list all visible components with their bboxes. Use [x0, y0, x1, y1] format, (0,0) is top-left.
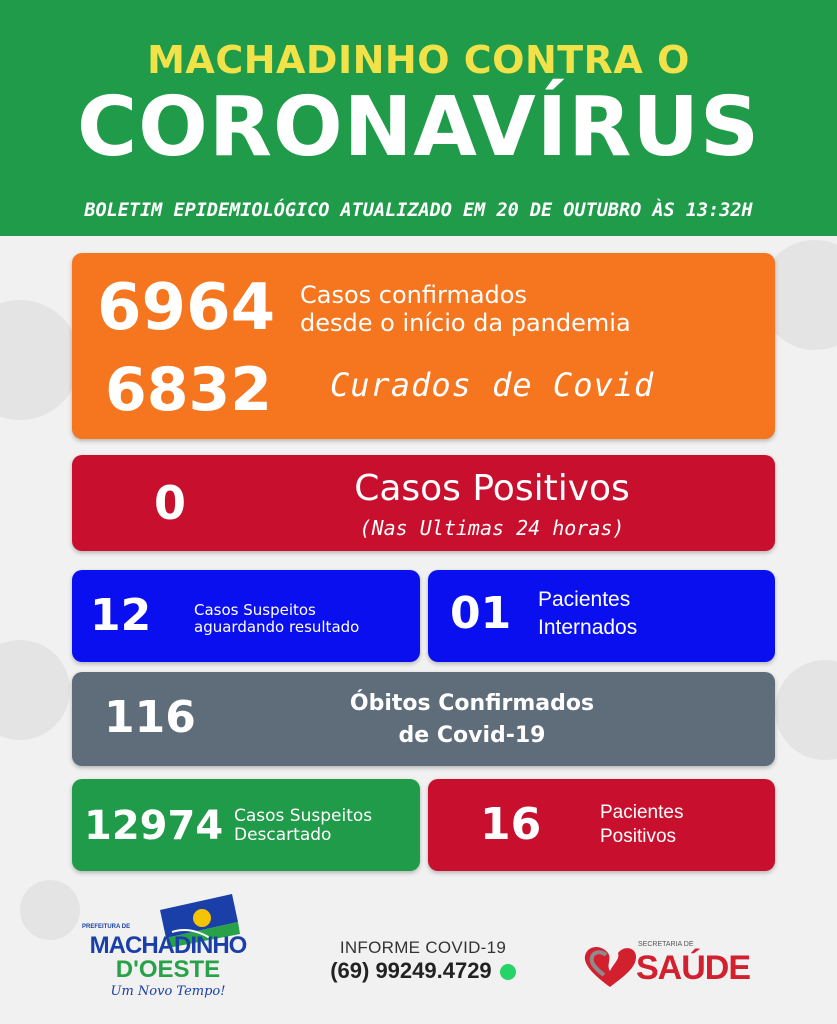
positive-patients-label — [600, 801, 683, 849]
suspected-count: 12 — [90, 590, 152, 641]
hospitalized-card — [428, 570, 775, 662]
hospitalized-label — [538, 586, 637, 642]
positive-patients-label-line2: Positivos — [600, 826, 677, 847]
informe-phone-row — [318, 958, 528, 984]
positive-24h-count: 0 — [154, 476, 187, 530]
deaths-label-line1: Óbitos Confirmados — [349, 691, 595, 716]
positive-24h-card — [72, 455, 775, 551]
positive-patients-label-line1: Pacientes — [600, 802, 684, 823]
background-virus-shape — [775, 660, 837, 760]
secretaria-saude-logo — [580, 935, 780, 995]
discarded-card — [72, 779, 420, 871]
deaths-label-line2: de Covid-19 — [398, 723, 546, 748]
sun-icon — [193, 909, 211, 927]
discarded-count: 12974 — [84, 803, 224, 849]
hospitalized-label-line1: Pacientes — [538, 588, 631, 611]
informe-contact — [318, 938, 528, 984]
deaths-label — [302, 688, 642, 752]
confirmed-count: 6964 — [97, 271, 276, 345]
confirmed-cured-card — [72, 253, 775, 439]
hospitalized-label-line2: Internados — [538, 616, 638, 639]
hospitalized-count: 01 — [450, 588, 512, 639]
suspected-label-line2: aguardando resultado — [194, 618, 360, 636]
bulletin-date: BOLETIM EPIDEMIOLÓGICO ATUALIZADO EM 20 DE OUTUBRO ÀS 13:32H — [84, 200, 753, 221]
positive-patients-card — [428, 779, 775, 871]
background-virus-shape — [20, 880, 80, 940]
background-virus-shape — [0, 640, 70, 740]
confirmed-label-line1: Casos confirmados — [300, 281, 527, 309]
whatsapp-icon — [500, 964, 516, 980]
prefeitura-top-text: PREFEITURA DE — [82, 924, 131, 930]
prefeitura-slogan: Um Novo Tempo! — [110, 984, 226, 999]
saude-name: SAÚDE — [636, 949, 751, 987]
suspected-card — [72, 570, 420, 662]
deaths-count: 116 — [104, 692, 196, 743]
prefeitura-logo — [80, 882, 260, 1012]
positive-patients-count: 16 — [480, 799, 542, 850]
positive-24h-label: Casos Positivos — [354, 468, 630, 509]
suspected-label — [194, 602, 359, 636]
header-title: CORONAVÍRUS — [76, 80, 760, 175]
heart-icon — [580, 941, 640, 991]
background-virus-shape — [0, 300, 80, 420]
deaths-card — [72, 672, 775, 766]
informe-phone[interactable]: (69) 99249.4729 — [330, 958, 492, 983]
cured-label: Curados de Covid — [330, 366, 655, 404]
informe-label: INFORME COVID-19 — [339, 938, 507, 957]
confirmed-label-line2: desde o início da pandemia — [300, 309, 631, 337]
header-subtitle: MACHADINHO CONTRA O — [147, 38, 690, 82]
prefeitura-name-line1: MACHADINHO — [89, 932, 247, 959]
prefeitura-name-line2: D'OESTE — [115, 956, 221, 983]
suspected-label-line1: Casos Suspeitos — [194, 601, 316, 619]
discarded-label-line1: Casos Suspeitos — [234, 806, 373, 826]
positive-24h-sublabel: (Nas Ultimas 24 horas) — [359, 516, 625, 540]
discarded-label-line2: Descartado — [234, 825, 332, 845]
confirmed-label — [300, 281, 631, 337]
discarded-label — [234, 807, 372, 845]
cured-count: 6832 — [105, 355, 272, 425]
header-banner — [0, 0, 837, 236]
saude-top-text: SECRETARIA DE — [638, 941, 694, 948]
